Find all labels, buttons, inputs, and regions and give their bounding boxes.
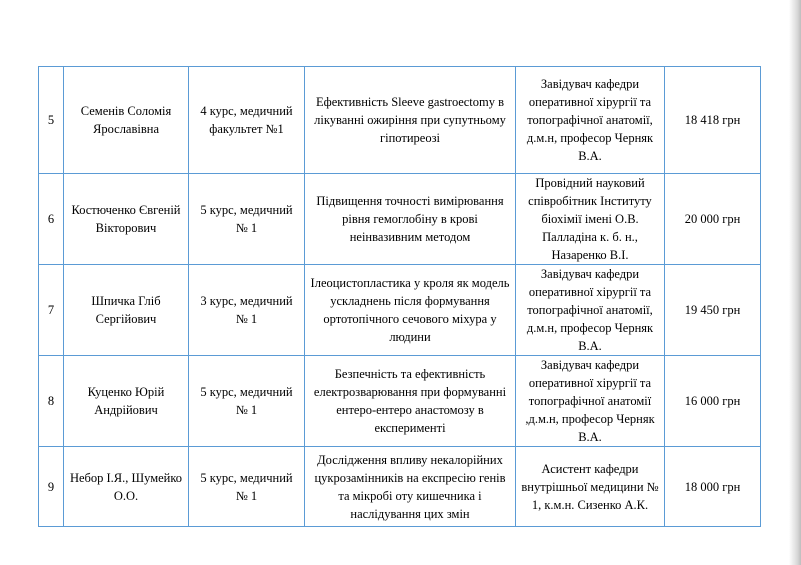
- supervisor: Завідувач кафедри оперативної хірургії та топографічної анатомії, д.м.н, професор Черняк В.А.: [516, 265, 665, 356]
- table-row: [39, 447, 761, 527]
- supervisor: Завідувач кафедри оперативної хірургії та топографічної анатомії, д.м.н, професор Черняк В.А.: [516, 67, 665, 174]
- supervisor: Асистент кафедри внутрішньої медицини № 1, к.м.н. Сизенко А.К.: [516, 447, 665, 527]
- course-faculty: 5 курс, медичний № 1: [189, 356, 305, 447]
- supervisor: Завідувач кафедри оперативної хірургії та топографічної анатомії ,д.м.н, професор Черняк В.А.: [516, 356, 665, 447]
- grant-amount: 18 000 грн: [665, 447, 761, 527]
- table-row: [39, 67, 761, 174]
- supervisor: Провідний науковий співробітник Інституту біохімії імені О.В. Палладіна к. б. н., Назаренко В.І.: [516, 174, 665, 265]
- row-number: 6: [39, 174, 64, 265]
- grant-amount: 18 418 грн: [665, 67, 761, 174]
- student-name: Шпичка Гліб Сергійович: [64, 265, 189, 356]
- page-edge-shadow: [789, 0, 801, 565]
- course-faculty: 5 курс, медичний № 1: [189, 174, 305, 265]
- row-number: 7: [39, 265, 64, 356]
- grants-table: [38, 66, 761, 527]
- student-name: Небор І.Я., Шумейко О.О.: [64, 447, 189, 527]
- course-faculty: 5 курс, медичний № 1: [189, 447, 305, 527]
- table-row: [39, 356, 761, 447]
- course-faculty: 3 курс, медичний № 1: [189, 265, 305, 356]
- row-number: 5: [39, 67, 64, 174]
- row-number: 9: [39, 447, 64, 527]
- grant-amount: 16 000 грн: [665, 356, 761, 447]
- table-row: [39, 174, 761, 265]
- student-name: Костюченко Євгеній Вікторович: [64, 174, 189, 265]
- research-topic: Безпечність та ефективність електрозварювання при формуванні ентеро-ентеро анастомозу в експерименті: [305, 356, 516, 447]
- research-topic: Ефективність Sleeve gastroectomy в лікуванні ожиріння при супутньому гіпотиреозі: [305, 67, 516, 174]
- course-faculty: 4 курс, медичний факультет №1: [189, 67, 305, 174]
- grant-amount: 19 450 грн: [665, 265, 761, 356]
- student-name: Куценко Юрій Андрійович: [64, 356, 189, 447]
- table-row: [39, 265, 761, 356]
- student-name: Семенів Соломія Ярославівна: [64, 67, 189, 174]
- row-number: 8: [39, 356, 64, 447]
- research-topic: Підвищення точності вимірювання рівня гемоглобіну в крові неінвазивним методом: [305, 174, 516, 265]
- research-topic: Дослідження впливу некалорійних цукрозамінників на експресію генів та мікробі оту кишечника і наслідування цих змін: [305, 447, 516, 527]
- grant-amount: 20 000 грн: [665, 174, 761, 265]
- research-topic: Ілеоцистопластика у кроля як модель ускладнень після формування ортотопічного сечового міхура у людини: [305, 265, 516, 356]
